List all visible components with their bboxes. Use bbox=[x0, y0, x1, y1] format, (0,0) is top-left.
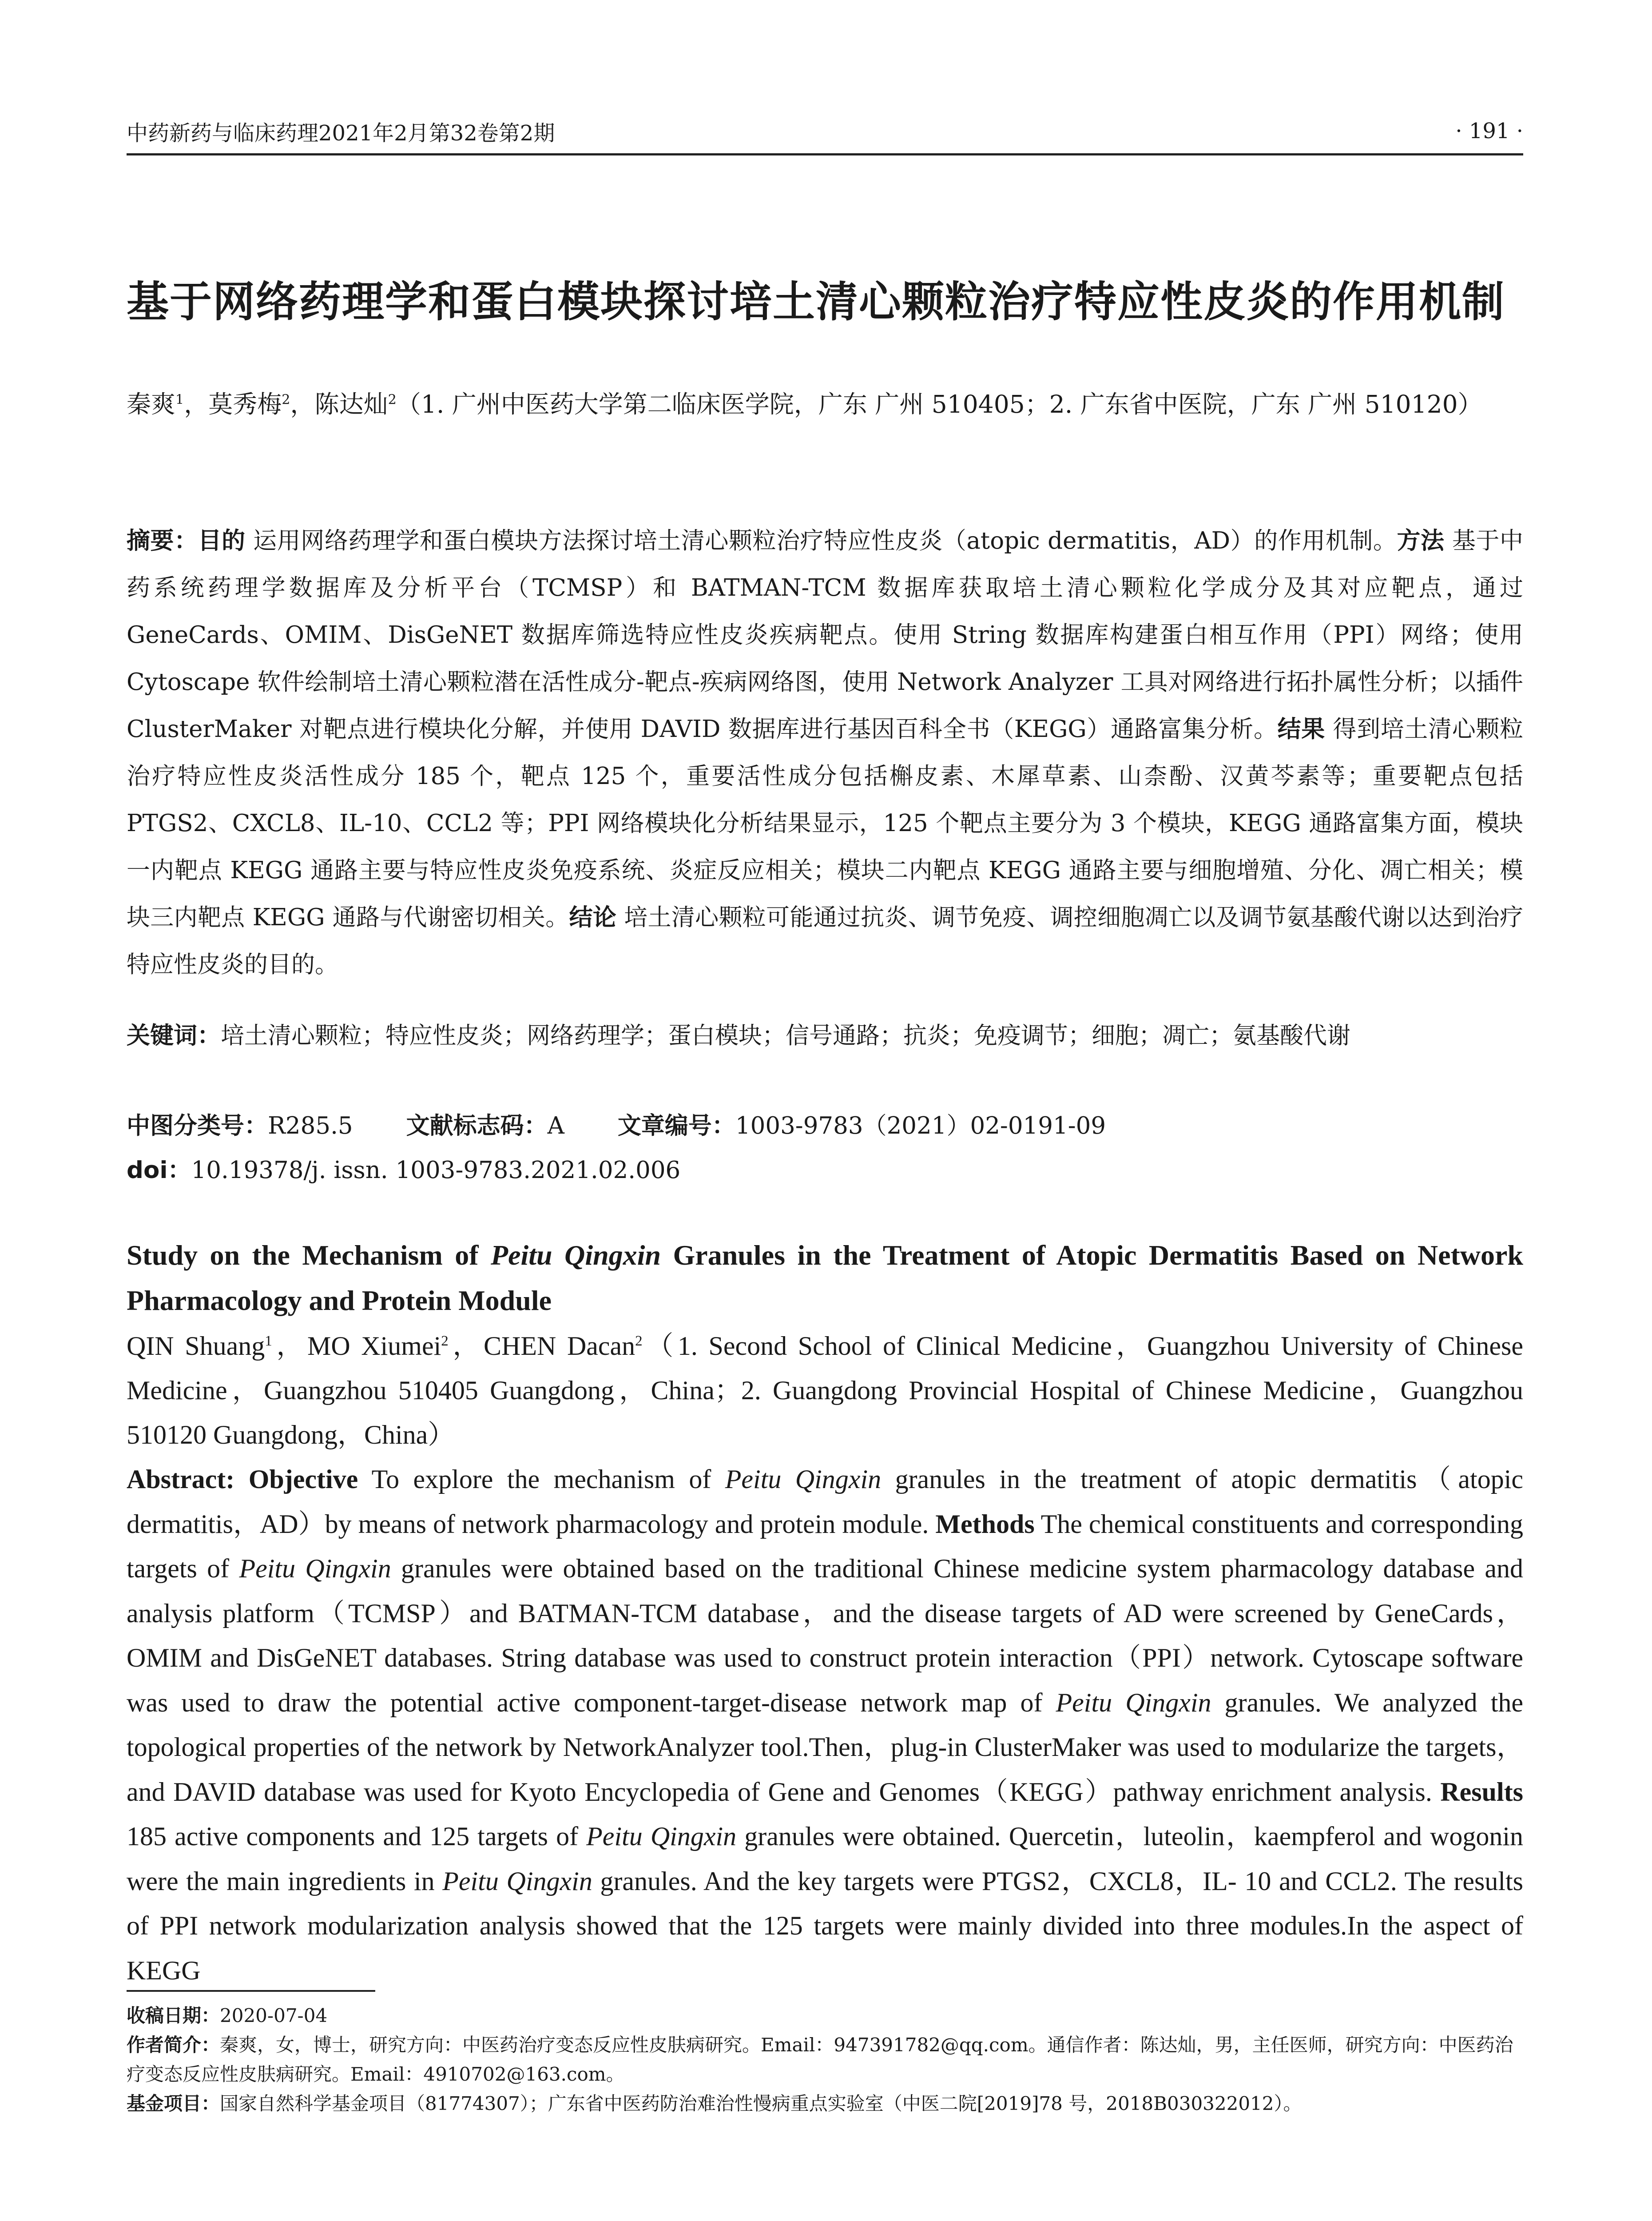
received-date: 2020-07-04 bbox=[220, 2005, 328, 2026]
separator: ， bbox=[448, 1331, 484, 1361]
herb-name: Peitu Qingxin bbox=[442, 1866, 592, 1896]
title-italic: Peitu Qingxin bbox=[490, 1239, 661, 1271]
doi-row bbox=[127, 1148, 1523, 1193]
author-bio-text: 秦爽，女，博士，研究方向：中医药治疗变态反应性皮肤病研究。Email：947391782@qq.com。通信作者：陈达灿，男，主任医师，研究方向：中医药治疗变态反应性皮肤病研究。Email：4910702@163.com。 bbox=[127, 2034, 1513, 2085]
methods-text: 基于中药系统药理学数据库及分析平台（TCMSP）和 BATMAN-TCM 数据库获取培土清心颗粒化学成分及其对应靶点，通过 GeneCards、OMIM、DisGeNET 数据库筛选特应性皮炎疾病靶点。使用 String 数据库构建蛋白相互作用（PPI）网络；使用 Cytoscape 软件绘制培土清心颗粒潜在活性成分-靶点-疾病网络图，使用 Network Analyzer 工具对网络进行拓扑属性分析；以插件 ClusterMaker 对靶点进行模块化分解，并使用 DAVID 数据库进行基因百科全书（KEGG）通路富集分析。 bbox=[127, 527, 1524, 743]
keywords-label: 关键词： bbox=[127, 1022, 221, 1049]
author-name: 陈达灿 bbox=[314, 390, 388, 418]
methods-label: 方法 bbox=[1397, 527, 1445, 554]
keywords-text: 培土清心颗粒；特应性皮炎；网络药理学；蛋白模块；信号通路；抗炎；免疫调节；细胞；凋亡；氨基酸代谢 bbox=[221, 1022, 1350, 1049]
received-label: 收稿日期： bbox=[127, 2005, 220, 2026]
methods-label: Methods bbox=[935, 1509, 1035, 1539]
herb-name: Peitu Qingxin bbox=[239, 1554, 391, 1583]
funding-text: 国家自然科学基金项目（81774307）；广东省中医药防治难治性慢病重点实验室（中医二院[2019]78 号，2018B030322012）。 bbox=[220, 2093, 1302, 2114]
separator: ， bbox=[184, 390, 209, 418]
doi-value: 10.19378/j. issn. 1003-9783.2021.02.006 bbox=[191, 1157, 681, 1184]
results-label: 结果 bbox=[1277, 716, 1325, 743]
author-name: CHEN Dacan bbox=[484, 1331, 635, 1361]
author-name: QIN Shuang bbox=[127, 1331, 265, 1361]
results-text: 得到培土清心颗粒治疗特应性皮炎活性成分 185 个，靶点 125 个，重要活性成分包括槲皮素、木犀草素、山柰酚、汉黄芩素等；重要靶点包括 PTGS2、CXCL8、IL-10、CCL2 等；PPI 网络模块化分析结果显示，125 个靶点主要分为 3 个模块，KEGG 通路富集方面，模块一内靶点 KEGG 通路主要与特应性皮炎免疫系统、炎症反应相关；模块二内靶点 KEGG 通路主要与细胞增殖、分化、凋亡相关；模块三内靶点 KEGG 通路与代谢密切相关。 bbox=[127, 716, 1523, 931]
results-label: Results bbox=[1440, 1777, 1523, 1807]
abstract-text: To explore the mechanism of bbox=[358, 1465, 725, 1494]
affiliation-mark: 1 bbox=[175, 392, 184, 408]
clc-label: 中图分类号： bbox=[127, 1112, 268, 1139]
header-rule bbox=[127, 153, 1523, 155]
affiliation-mark: 2 bbox=[441, 1333, 449, 1349]
journal-name: 中药新药与临床药理2021年2月第32卷第2期 bbox=[127, 120, 555, 146]
abstract-en bbox=[127, 1457, 1523, 1993]
abstract-text: The chemical constituents and corresponding targets of bbox=[127, 1509, 1523, 1583]
classification-row bbox=[127, 1104, 1523, 1148]
abstract-text: granules were obtained based on the traditional Chinese medicine system pharmacology database and analysis platform（TCMSP）and BATMAN-TCM database，and the disease targets of AD were screened by GeneCards，OMIM and DisGeNET databases. String database was used to construct protein interaction（PPI）network. Cytoscape software was used to draw the potential active component-target-disease network map of bbox=[127, 1554, 1524, 1717]
abstract-cn bbox=[127, 517, 1523, 988]
herb-name: Peitu Qingxin bbox=[586, 1822, 737, 1851]
affiliation-mark: 1 bbox=[265, 1333, 272, 1349]
conclusion-text: 培土清心颗粒可能通过抗炎、调节免疫、调控细胞凋亡以及调节氨基酸代谢以达到治疗特应性皮炎的目的。 bbox=[127, 904, 1524, 978]
running-head bbox=[127, 113, 1523, 149]
clc-value: R285.5 bbox=[268, 1112, 353, 1139]
abstract-text: granules in the treatment of atopic dermatitis（atopic dermatitis，AD）by means of network pharmacology and protein module. bbox=[127, 1465, 1524, 1539]
abstract-label: 摘要： bbox=[127, 527, 198, 554]
separator: ， bbox=[290, 390, 315, 418]
page-number: · 191 · bbox=[1455, 119, 1523, 143]
author-bio-row bbox=[127, 2030, 1523, 2089]
authors-en bbox=[127, 1324, 1523, 1457]
objective-text: 运用网络药理学和蛋白模块方法探讨培土清心颗粒治疗特应性皮炎（atopic dermatitis，AD）的作用机制。 bbox=[245, 527, 1397, 554]
affiliation-text: （1. 广州中医药大学第二临床医学院，广东 广州 510405；2. 广东省中医院，广东 广州 510120） bbox=[396, 390, 1482, 418]
footnotes bbox=[127, 2001, 1523, 2118]
keywords-cn bbox=[127, 1013, 1523, 1059]
separator: ， bbox=[272, 1331, 307, 1361]
author-name: 秦爽 bbox=[127, 390, 176, 418]
article-title-en bbox=[127, 1233, 1523, 1323]
doi-label: doi： bbox=[127, 1157, 191, 1184]
author-name: MO Xiumei bbox=[307, 1331, 441, 1361]
herb-name: Peitu Qingxin bbox=[725, 1465, 882, 1494]
affiliation-text: （1. Second School of Clinical Medicine，Guangzhou University of Chinese Medicine，Guangzhou 510405 Guangdong，China；2. Guangdong Provincial Hospital of Chinese Medicine，Guangzhou 510120 Guangdong，China） bbox=[127, 1331, 1524, 1449]
abstract-label: Abstract: bbox=[127, 1465, 249, 1494]
received-row bbox=[127, 2001, 1523, 2030]
doc-code-label: 文献标志码： bbox=[406, 1112, 548, 1139]
funding-label: 基金项目： bbox=[127, 2093, 220, 2114]
authors-cn bbox=[127, 382, 1523, 426]
article-no-value: 1003-9783（2021）02-0191-09 bbox=[735, 1112, 1106, 1139]
article-title-cn: 基于网络药理学和蛋白模块探讨培土清心颗粒治疗特应性皮炎的作用机制 bbox=[127, 278, 1505, 326]
abstract-text: granules were obtained. Quercetin，luteolin，kaempferol and wogonin were the main ingredients in bbox=[127, 1822, 1523, 1896]
herb-name: Peitu Qingxin bbox=[1056, 1688, 1211, 1717]
title-part: Granules in the Treatment of Atopic Dermatitis Based on Network Pharmacology and Protein Module bbox=[127, 1239, 1523, 1316]
funding-row bbox=[127, 2089, 1523, 2118]
abstract-text: granules. We analyzed the topological properties of the network by NetworkAnalyzer tool.Then，plug-in ClusterMaker was used to modularize the targets，and DAVID database was used for Kyoto Encyclopedia of Gene and Genomes（KEGG）pathway enrichment analysis. bbox=[127, 1688, 1523, 1807]
article-no-label: 文章编号： bbox=[617, 1112, 735, 1139]
affiliation-mark: 2 bbox=[388, 392, 397, 408]
author-bio-label: 作者简介： bbox=[127, 2034, 220, 2056]
objective-label: Objective bbox=[248, 1465, 358, 1494]
doc-code-value: A bbox=[547, 1112, 564, 1139]
abstract-text: 185 active components and 125 targets of bbox=[127, 1822, 587, 1851]
conclusion-label: 结论 bbox=[569, 904, 617, 931]
objective-label: 目的 bbox=[198, 527, 246, 554]
affiliation-mark: 2 bbox=[282, 392, 290, 408]
footnote-rule bbox=[127, 1990, 375, 1992]
affiliation-mark: 2 bbox=[635, 1333, 643, 1349]
abstract-text: granules. And the key targets were PTGS2，CXCL8，IL- 10 and CCL2. The results of PPI network modularization analysis showed that the 125 targets were mainly divided into three modules.In the aspect of KEGG bbox=[127, 1866, 1524, 1985]
author-name: 莫秀梅 bbox=[208, 390, 282, 418]
title-part: Study on the Mechanism of bbox=[127, 1239, 491, 1271]
